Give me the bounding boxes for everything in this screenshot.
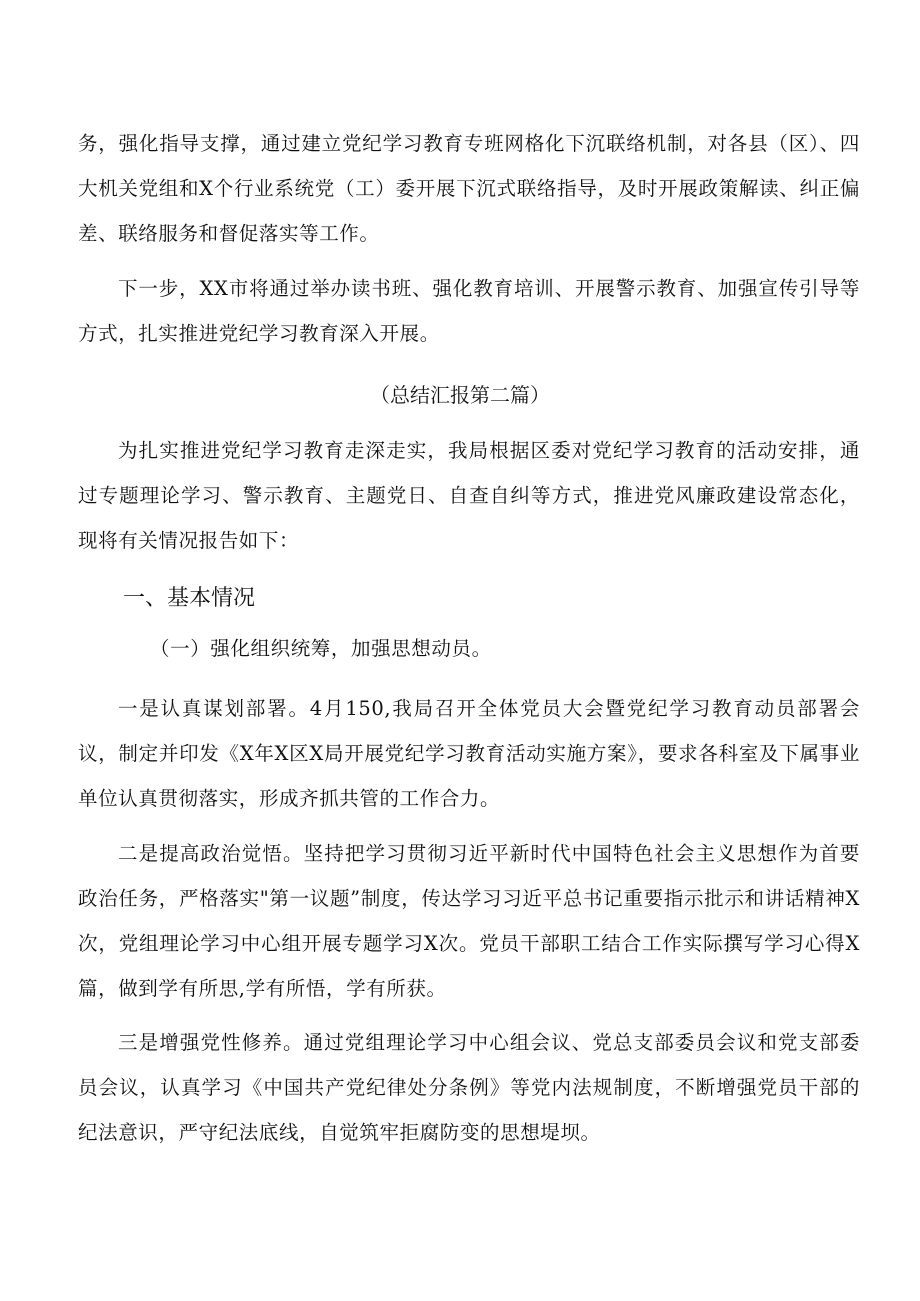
paragraph-1: 务，强化指导支撑，通过建立党纪学习教育专班网格化下沉联络机制，对各县（区）、四大机关党组和X个行业系统党（工）委开展下沉式联络指导，及时开展政策解读、纠正偏差、联络服务和督促落实等工作。 — [78, 132, 860, 245]
heading-basic-situation: 一、基本情况 — [123, 586, 256, 611]
paragraph-5: 二是提高政治觉悟。坚持把学习贯彻习近平新时代中国特色社会主义思想作为首要政治任务，严格落实"第一议题”制度，传达学习习近平总书记重要指示批示和讲话精神X次，党组理论学习中心组开展专题学习X次。党员干部职工结合工作实际撰写学习心得X篇，做到学有所思,学有所悟，学有所获。 — [78, 842, 860, 1000]
paragraph-3: 为扎实推进党纪学习教育走深走实，我局根据区委对党纪学习教育的活动安排，通过专题理论学习、警示教育、主题党日、自查自纠等方式，推进党风廉政建设常态化，现将有关情况报告如下： — [78, 439, 860, 552]
section-title: （总结汇报第二篇） — [370, 383, 550, 407]
paragraph-4: 一是认真谋划部署。4月150,我局召开全体党员大会暨党纪学习教育动员部署会议，制定并印发《X年X区X局开展党纪学习教育活动实施方案》，要求各科室及下属事业单位认真贯彻落实，形成齐抓共管的工作合力。 — [78, 697, 860, 810]
subheading-1: （一）强化组织统筹，加强思想动员。 — [150, 637, 492, 660]
paragraph-6: 三是增强党性修养。通过党组理论学习中心组会议、党总支部委员会议和党支部委员会议，认真学习《中国共产党纪律处分条例》等党内法规制度，不断增强党员干部的纪法意识，严守纪法底线，自觉筑牢拒腐防变的思想堤坝。 — [78, 1031, 860, 1144]
paragraph-2: 下一步，XX市将通过举办读书班、强化教育培训、开展警示教育、加强宣传引导等方式，扎实推进党纪学习教育深入开展。 — [78, 277, 860, 345]
